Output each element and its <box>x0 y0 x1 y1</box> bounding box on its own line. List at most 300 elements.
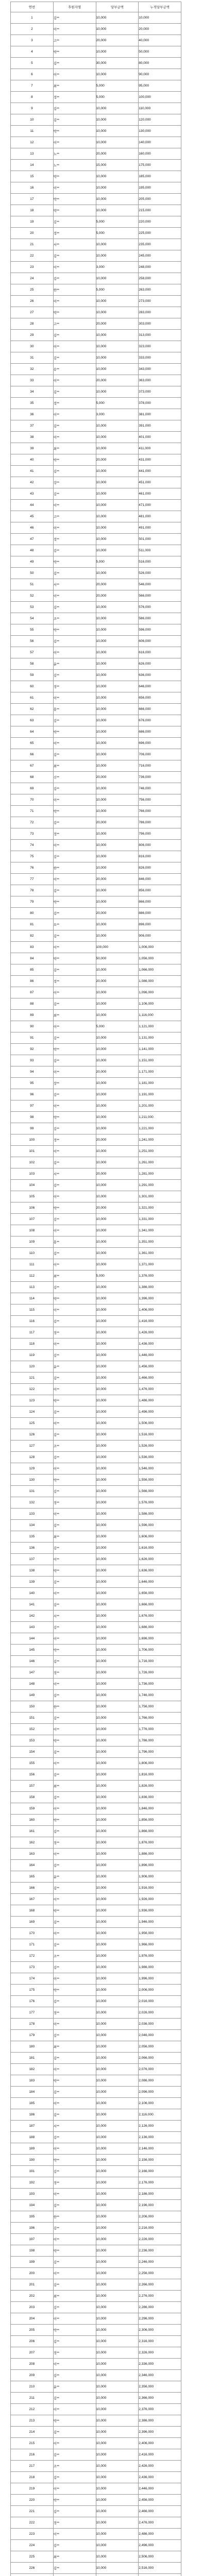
table-row <box>11 2495 181 2506</box>
row-number-cell: 15 <box>11 171 54 182</box>
donor-name-cell: 이** <box>53 1633 96 1645</box>
cumulative-amount-cell: 2,106,000 <box>139 2098 181 2109</box>
donor-name-cell: 이** <box>53 1066 96 1078</box>
row-number-cell: 97 <box>11 1100 54 1112</box>
table-row <box>11 556 181 568</box>
donor-name-cell: 김** <box>53 998 96 1010</box>
table-row <box>11 613 181 624</box>
cumulative-amount-cell: 1,676,000 <box>139 1611 181 1622</box>
donation-amount-cell: 10,000 <box>96 1406 139 1418</box>
table-row <box>11 1679 181 1690</box>
donation-amount-cell: 10,000 <box>96 681 139 692</box>
donor-name-cell: 박** <box>53 205 96 216</box>
table-row <box>11 1304 181 1316</box>
cumulative-amount-cell: 1,866,000 <box>139 1826 181 1837</box>
donor-name-cell: 윤** <box>53 658 96 670</box>
donor-name-cell: 김** <box>53 602 96 613</box>
cumulative-amount-cell: 616,000 <box>139 647 181 658</box>
row-number-cell: 154 <box>11 1747 54 1758</box>
donation-amount-cell: 10,000 <box>96 2472 139 2483</box>
row-number-cell: 161 <box>11 1826 54 1837</box>
row-number-cell: 23 <box>11 262 54 273</box>
row-number-cell: 20 <box>11 228 54 239</box>
row-number-cell: 222 <box>11 2517 54 2529</box>
donor-name-cell: 홍** <box>53 1236 96 1248</box>
donor-name-cell: 정** <box>53 398 96 409</box>
row-number-cell: 185 <box>11 2098 54 2109</box>
donation-amount-cell: 10,000 <box>96 1951 139 1962</box>
donation-amount-cell: 5,000 <box>96 216 139 228</box>
table-row <box>11 1021 181 1032</box>
donation-amount-cell: 10,000 <box>96 1611 139 1622</box>
donation-amount-cell: 10,000 <box>96 2415 139 2427</box>
donation-amount-cell: 20,000 <box>96 148 139 160</box>
row-number-cell: 195 <box>11 2211 54 2223</box>
row-number-cell: 115 <box>11 1304 54 1316</box>
cumulative-amount-cell: 273,000 <box>139 296 181 307</box>
cumulative-amount-cell: 606,000 <box>139 636 181 647</box>
table-row <box>11 1985 181 1996</box>
cumulative-amount-cell: 1,066,000 <box>139 964 181 976</box>
donation-amount-cell: 5,000 <box>96 398 139 409</box>
donor-name-cell: 정** <box>53 2347 96 2359</box>
table-row <box>11 477 181 488</box>
table-row <box>11 273 181 284</box>
table-row <box>11 2030 181 2041</box>
row-number-cell: 107 <box>11 1214 54 1225</box>
donor-name-cell: 박** <box>53 1645 96 1656</box>
row-number-cell: 27 <box>11 307 54 318</box>
cumulative-amount-cell: 1,886,000 <box>139 1849 181 1860</box>
row-number-cell: 118 <box>11 1338 54 1350</box>
donation-amount-cell: 10,000 <box>96 511 139 522</box>
cumulative-amount-cell: 1,876,000 <box>139 1837 181 1849</box>
cumulative-amount-cell: 2,066,000 <box>139 2053 181 2064</box>
donor-name-cell: 김** <box>53 488 96 500</box>
donor-name-cell: 서** <box>53 1168 96 1180</box>
donation-amount-cell: 100,000 <box>96 942 139 953</box>
donation-amount-cell: 10,000 <box>96 1679 139 1690</box>
cumulative-amount-cell: 1,966,000 <box>139 1939 181 1951</box>
table-row <box>11 500 181 511</box>
table-row <box>11 2438 181 2449</box>
row-number-cell: 157 <box>11 1781 54 1792</box>
cumulative-amount-cell: 1,406,000 <box>139 1304 181 1316</box>
donation-amount-cell: 10,000 <box>96 2109 139 2121</box>
donor-name-cell: 김** <box>53 885 96 896</box>
row-number-cell: 2 <box>11 24 54 35</box>
table-row <box>11 1486 181 1497</box>
cumulative-amount-cell: 50,000 <box>139 46 181 58</box>
donor-name-cell: 김** <box>53 1055 96 1066</box>
donation-amount-cell: 10,000 <box>96 602 139 613</box>
donor-name-cell: 이** <box>53 1679 96 1690</box>
ledger-header <box>11 2 181 12</box>
donor-name-cell: 이** <box>53 942 96 953</box>
table-row <box>11 2461 181 2472</box>
row-number-cell: 225 <box>11 2551 54 2563</box>
cumulative-amount-cell: 1,826,000 <box>139 1781 181 1792</box>
cumulative-amount-cell: 2,186,000 <box>139 2189 181 2200</box>
table-row <box>11 1713 181 1724</box>
table-row <box>11 1429 181 1440</box>
donation-amount-cell: 10,000 <box>96 851 139 862</box>
donor-name-cell: 이** <box>53 137 96 148</box>
table-row <box>11 1395 181 1406</box>
table-row <box>11 670 181 681</box>
cumulative-amount-cell: 481,000 <box>139 511 181 522</box>
cumulative-amount-cell: 303,000 <box>139 318 181 330</box>
donor-name-cell: 박** <box>53 194 96 205</box>
table-row <box>11 409 181 420</box>
cumulative-amount-cell: 2,176,000 <box>139 2177 181 2189</box>
row-number-cell: 188 <box>11 2132 54 2143</box>
cumulative-amount-cell: 1,786,000 <box>139 1735 181 1747</box>
donor-name-cell: 정** <box>53 2517 96 2529</box>
donation-amount-cell: 10,000 <box>96 1588 139 1599</box>
donor-name-cell: 정** <box>53 976 96 987</box>
cumulative-amount-cell: 2,136,000 <box>139 2132 181 2143</box>
donor-name-cell: 박** <box>53 896 96 908</box>
donation-amount-cell: 10,000 <box>96 1577 139 1588</box>
table-row <box>11 726 181 738</box>
donor-name-cell: 김** <box>53 2257 96 2268</box>
row-number-cell: 173 <box>11 1962 54 1973</box>
cumulative-amount-cell: 471,000 <box>139 500 181 511</box>
donation-amount-cell: 20,000 <box>96 35 139 46</box>
cumulative-amount-cell: 2,196,000 <box>139 2200 181 2211</box>
table-row <box>11 1758 181 1769</box>
table-row <box>11 2472 181 2483</box>
donor-name-cell: 이** <box>53 182 96 194</box>
donation-amount-cell: 10,000 <box>96 341 139 352</box>
table-row <box>11 2529 181 2540</box>
donor-name-cell: 이** <box>53 794 96 806</box>
donation-amount-cell: 20,000 <box>96 1066 139 1078</box>
row-number-cell: 92 <box>11 1044 54 1055</box>
donation-amount-cell: 10,000 <box>96 1123 139 1134</box>
row-number-cell: 5 <box>11 58 54 69</box>
donor-name-cell: 박** <box>53 624 96 636</box>
cumulative-amount-cell: 706,000 <box>139 749 181 760</box>
cumulative-amount-cell: 333,000 <box>139 352 181 364</box>
donation-amount-cell: 10,000 <box>96 1962 139 1973</box>
donation-amount-cell: 10,000 <box>96 477 139 488</box>
table-row <box>11 851 181 862</box>
donor-name-cell: 노** <box>53 160 96 171</box>
donor-name-cell: 서** <box>53 239 96 250</box>
row-number-cell: 44 <box>11 500 54 511</box>
donation-amount-cell: 10,000 <box>96 2336 139 2347</box>
cumulative-amount-cell: 263,000 <box>139 284 181 296</box>
donor-name-cell: 이** <box>53 1928 96 1939</box>
table-row <box>11 2189 181 2200</box>
row-number-cell: 201 <box>11 2279 54 2291</box>
table-row <box>11 2098 181 2109</box>
donor-name-cell: 이** <box>53 1803 96 1815</box>
cumulative-amount-cell: 2,296,000 <box>139 2313 181 2325</box>
row-number-cell: 48 <box>11 545 54 556</box>
cumulative-amount-cell: 716,000 <box>139 760 181 772</box>
row-number-cell: 34 <box>11 386 54 398</box>
donor-name-cell: 김** <box>53 2200 96 2211</box>
cumulative-amount-cell: 1,996,000 <box>139 1973 181 1985</box>
donor-name-cell: 이** <box>53 2064 96 2075</box>
cumulative-amount-cell: 2,126,000 <box>139 2121 181 2132</box>
table-row <box>11 2211 181 2223</box>
table-row <box>11 1089 181 1100</box>
row-number-cell: 113 <box>11 1282 54 1293</box>
row-number-cell: 84 <box>11 953 54 964</box>
cumulative-amount-cell: 2,146,000 <box>139 2143 181 2155</box>
cumulative-amount-cell: 856,000 <box>139 885 181 896</box>
row-number-cell: 61 <box>11 692 54 704</box>
donor-name-cell: 이** <box>53 1973 96 1985</box>
cumulative-amount-cell: 323,000 <box>139 341 181 352</box>
donation-amount-cell: 10,000 <box>96 1293 139 1304</box>
row-number-cell: 74 <box>11 840 54 851</box>
donor-name-cell: 이** <box>53 1554 96 1565</box>
donation-amount-cell: 10,000 <box>96 1645 139 1656</box>
cumulative-amount-cell: 1,096,000 <box>139 987 181 998</box>
cumulative-amount-cell: 626,000 <box>139 658 181 670</box>
table-row <box>11 2257 181 2268</box>
table-row <box>11 420 181 432</box>
donor-name-cell: 박** <box>53 307 96 318</box>
donation-amount-cell: 10,000 <box>96 1429 139 1440</box>
row-number-cell: 96 <box>11 1089 54 1100</box>
table-row <box>11 1633 181 1645</box>
donor-name-cell: 김** <box>53 2506 96 2517</box>
donor-name-cell: 이** <box>53 2019 96 2030</box>
donation-amount-cell: 10,000 <box>96 2155 139 2166</box>
row-number-cell: 108 <box>11 1225 54 1236</box>
cumulative-amount-cell: 1,656,000 <box>139 1588 181 1599</box>
row-number-cell: 85 <box>11 964 54 976</box>
donation-amount-cell: 10,000 <box>96 2019 139 2030</box>
cumulative-amount-cell: 2,506,000 <box>139 2551 181 2563</box>
donor-name-cell: 이** <box>53 1849 96 1860</box>
row-number-cell: 124 <box>11 1406 54 1418</box>
table-row <box>11 568 181 579</box>
column-header-cumulative-amount: 누적당부금액 <box>139 2 181 12</box>
row-number-cell: 37 <box>11 420 54 432</box>
donor-name-cell: 장** <box>53 1078 96 1089</box>
table-row <box>11 2370 181 2381</box>
donor-name-cell: 오** <box>53 919 96 930</box>
donor-name-cell: 박** <box>53 1202 96 1214</box>
table-row <box>11 2551 181 2563</box>
donation-amount-cell: 10,000 <box>96 760 139 772</box>
table-row <box>11 239 181 250</box>
row-number-cell: 160 <box>11 1815 54 1826</box>
cumulative-amount-cell: 1,896,000 <box>139 1860 181 1871</box>
donor-name-cell: 정** <box>53 681 96 692</box>
table-row <box>11 772 181 783</box>
cumulative-amount-cell: 1,836,000 <box>139 1792 181 1803</box>
row-number-cell: 42 <box>11 477 54 488</box>
donation-amount-cell: 20,000 <box>96 1202 139 1214</box>
cumulative-amount-cell: 2,336,000 <box>139 2359 181 2370</box>
row-number-cell: 51 <box>11 579 54 590</box>
donor-name-cell: 정** <box>53 2177 96 2189</box>
donor-name-cell: 김** <box>53 1826 96 1837</box>
donor-name-cell: 김** <box>53 2087 96 2098</box>
cumulative-amount-cell: 1,936,000 <box>139 1905 181 1917</box>
donation-amount-cell: 10,000 <box>96 250 139 262</box>
table-row <box>11 794 181 806</box>
cumulative-amount-cell: 1,906,000 <box>139 1871 181 1883</box>
table-row <box>11 2404 181 2415</box>
cumulative-amount-cell: 2,486,000 <box>139 2529 181 2540</box>
donation-amount-cell: 10,000 <box>96 1157 139 1168</box>
donation-amount-cell: 10,000 <box>96 828 139 840</box>
table-row <box>11 2279 181 2291</box>
donor-name-cell: 이** <box>53 1338 96 1350</box>
donation-amount-cell: 10,000 <box>96 2030 139 2041</box>
cumulative-amount-cell: 1,351,000 <box>139 1236 181 1248</box>
cumulative-amount-cell: 1,856,000 <box>139 1815 181 1826</box>
cumulative-amount-cell: 2,286,000 <box>139 2302 181 2313</box>
donation-amount-cell: 10,000 <box>96 2143 139 2155</box>
cumulative-amount-cell: 401,000 <box>139 432 181 443</box>
table-row <box>11 760 181 772</box>
donor-name-cell: 박** <box>53 46 96 58</box>
row-number-cell: 204 <box>11 2313 54 2325</box>
cumulative-amount-cell: 2,316,000 <box>139 2336 181 2347</box>
table-row <box>11 1475 181 1486</box>
donation-amount-cell: 10,000 <box>96 1010 139 1021</box>
row-number-cell: 176 <box>11 1996 54 2007</box>
donation-amount-cell: 10,000 <box>96 386 139 398</box>
donor-name-cell: 이** <box>53 1758 96 1769</box>
table-row <box>11 364 181 375</box>
donor-name-cell: 김** <box>53 817 96 828</box>
donation-amount-cell: 10,000 <box>96 1905 139 1917</box>
table-row <box>11 534 181 545</box>
row-number-cell: 142 <box>11 1611 54 1622</box>
table-row <box>11 1905 181 1917</box>
table-row <box>11 953 181 964</box>
row-number-cell: 191 <box>11 2166 54 2177</box>
table-row <box>11 1191 181 1202</box>
donor-name-cell: 박** <box>53 2245 96 2257</box>
donation-amount-cell: 10,000 <box>96 2495 139 2506</box>
donor-name-cell: 정** <box>53 1134 96 1146</box>
donor-name-cell: 김** <box>53 1962 96 1973</box>
cumulative-amount-cell: 2,036,000 <box>139 2019 181 2030</box>
row-number-cell: 75 <box>11 851 54 862</box>
table-row <box>11 2064 181 2075</box>
table-row <box>11 1406 181 1418</box>
donation-amount-cell: 10,000 <box>96 12 139 24</box>
donor-name-cell: 최** <box>53 2041 96 2053</box>
cumulative-amount-cell: 1,241,000 <box>139 1134 181 1146</box>
table-row <box>11 1928 181 1939</box>
cumulative-amount-cell: 1,746,000 <box>139 1690 181 1701</box>
donor-name-cell: 김** <box>53 1406 96 1418</box>
donation-amount-cell: 10,000 <box>96 1667 139 1679</box>
cumulative-amount-cell: 1,436,000 <box>139 1338 181 1350</box>
donor-name-cell: 김** <box>53 1452 96 1463</box>
row-number-cell: 177 <box>11 2007 54 2019</box>
row-number-cell: 219 <box>11 2483 54 2495</box>
donation-amount-cell: 10,000 <box>96 1883 139 1894</box>
donation-amount-cell: 3,000 <box>96 262 139 273</box>
table-row <box>11 862 181 874</box>
cumulative-amount-cell: 1,796,000 <box>139 1747 181 1758</box>
donor-name-cell: 김** <box>53 1747 96 1758</box>
cumulative-amount-cell: 2,406,000 <box>139 2438 181 2449</box>
donation-amount-cell: 10,000 <box>96 1497 139 1509</box>
donation-amount-cell: 10,000 <box>96 647 139 658</box>
cumulative-amount-cell: 886,000 <box>139 908 181 919</box>
donor-name-cell: 박** <box>53 2075 96 2087</box>
table-row <box>11 1645 181 1656</box>
donor-name-cell: 서** <box>53 579 96 590</box>
row-number-cell: 220 <box>11 2495 54 2506</box>
table-row <box>11 1622 181 1633</box>
row-number-cell: 105 <box>11 1191 54 1202</box>
cumulative-amount-cell: 1,321,000 <box>139 1202 181 1214</box>
row-number-cell: 41 <box>11 466 54 477</box>
cumulative-amount-cell: 746,000 <box>139 783 181 794</box>
table-row <box>11 341 181 352</box>
table-row <box>11 1078 181 1089</box>
donor-name-cell: 김** <box>53 2336 96 2347</box>
donor-name-cell: 김** <box>53 1656 96 1667</box>
cumulative-amount-cell: 2,266,000 <box>139 2279 181 2291</box>
row-number-cell: 190 <box>11 2155 54 2166</box>
cumulative-amount-cell: 1,496,000 <box>139 1406 181 1418</box>
cumulative-amount-cell: 2,446,000 <box>139 2483 181 2495</box>
cumulative-amount-cell: 1,696,000 <box>139 1633 181 1645</box>
cumulative-amount-cell: 1,181,000 <box>139 1078 181 1089</box>
row-number-cell: 193 <box>11 2189 54 2200</box>
donor-name-cell: 정** <box>53 828 96 840</box>
row-number-cell: 147 <box>11 1667 54 1679</box>
donation-amount-cell: 10,000 <box>96 1225 139 1236</box>
donor-name-cell <box>53 2574 96 2576</box>
row-number-cell: 202 <box>11 2291 54 2302</box>
table-row <box>11 1509 181 1520</box>
donor-name-cell: 김** <box>53 2166 96 2177</box>
donor-name-cell: 한** <box>53 1701 96 1713</box>
row-number-cell: 14 <box>11 160 54 171</box>
cumulative-amount-cell: 2,386,000 <box>139 2415 181 2427</box>
donor-name-cell: 김** <box>53 352 96 364</box>
donation-amount-cell: 5,000 <box>96 556 139 568</box>
donor-name-cell: 박** <box>53 1044 96 1055</box>
cumulative-amount-cell: 431,000 <box>139 454 181 466</box>
donor-name-cell: 김** <box>53 1577 96 1588</box>
cumulative-amount-cell: 896,000 <box>139 919 181 930</box>
row-number-cell: 83 <box>11 942 54 953</box>
row-number-cell: 1 <box>11 12 54 24</box>
table-row <box>11 1962 181 1973</box>
row-number-cell: 119 <box>11 1350 54 1361</box>
table-row <box>11 1531 181 1543</box>
donation-amount-cell: 10,000 <box>96 1440 139 1452</box>
cumulative-amount-cell: 1,986,000 <box>139 1962 181 1973</box>
cumulative-amount-cell: 646,000 <box>139 681 181 692</box>
donation-amount-cell: 10,000 <box>96 1849 139 1860</box>
donor-name-cell: 이** <box>53 1463 96 1475</box>
cumulative-amount-cell: 1,376,000 <box>139 1270 181 1282</box>
cumulative-amount-cell: 1,946,000 <box>139 1917 181 1928</box>
table-row <box>11 488 181 500</box>
donation-amount-cell: 10,000 <box>96 987 139 998</box>
